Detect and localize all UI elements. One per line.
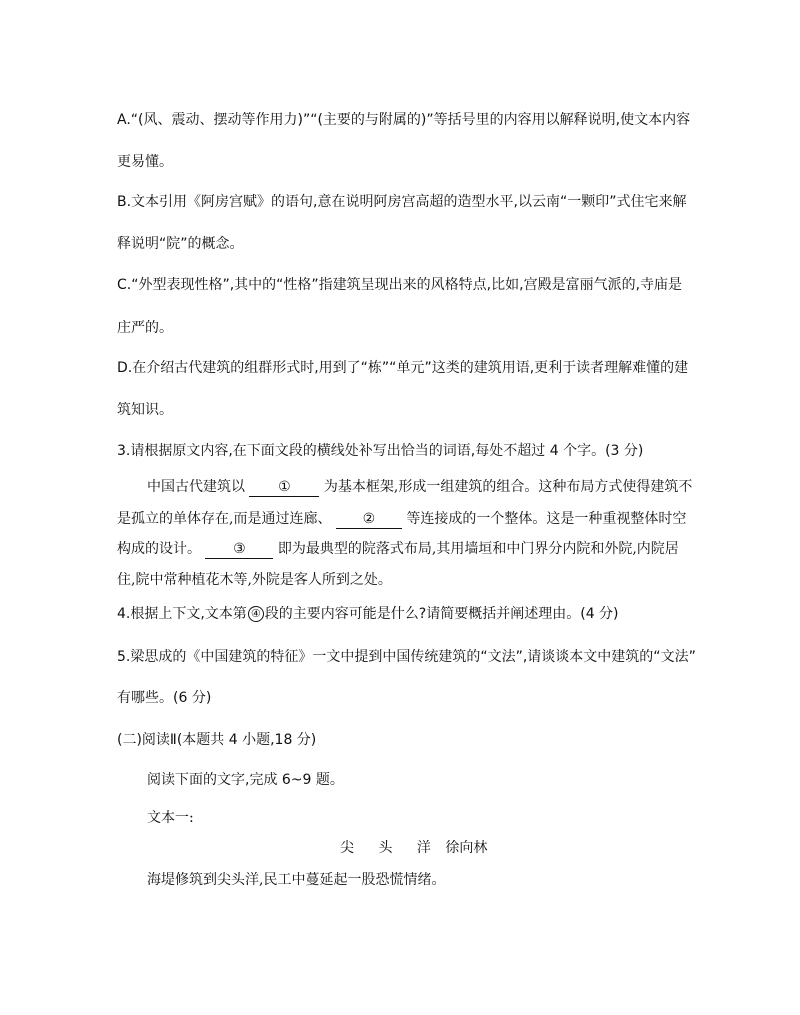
option-c-line2: 庄严的。: [117, 320, 173, 336]
fill-blank-paragraph-line4: 住,院中常种植花木等,外院是客人所到之处。: [117, 572, 392, 588]
option-a-line1: A.“(风、震动、摆动等作用力)”“(主要的与附属的)”等括号里的内容用以解释说明,使文本内容: [117, 112, 691, 128]
story-title: 尖 头 洋: [340, 840, 441, 856]
text-label: 文本一:: [147, 810, 194, 826]
question-3-prompt: 3.请根据原文内容,在下面文段的横线处补写出恰当的词语,每处不超过 4 个字。(3 分): [117, 443, 644, 459]
blank-2[interactable]: [336, 510, 402, 529]
story-first-line: 海堤修筑到尖头洋,民工中蔓延起一股恐慌情绪。: [147, 872, 446, 888]
option-b-line2: 释说明“院”的概念。: [117, 236, 244, 252]
option-c-line1: C.“外型表现性格”,其中的“性格”指建筑呈现出来的风格特点,比如,宫殿是富丽气派的,寺庙是: [117, 277, 683, 293]
question-4-prefix: 4.根据上下文,文本第: [117, 606, 247, 622]
option-b-line1: B.文本引用《阿房宫赋》的语句,意在说明阿房宫高超的造型水平,以云南“一颗印”式住宅来解: [117, 194, 687, 210]
question-5-line2: 有哪些。(6 分): [117, 690, 212, 706]
fill-blank-paragraph-line3: [117, 539, 679, 559]
circled-number-4: ④: [248, 606, 264, 622]
question-4-suffix: 段的主要内容可能是什么?请简要概括并阐述理由。(4 分): [264, 606, 619, 622]
option-d-line1: D.在介绍古代建筑的组群形式时,用到了“栋”“单元”这类的建筑用语,更利于读者理解难懂的建: [117, 360, 689, 376]
section-heading: (二)阅读Ⅱ(本题共 4 小题,18 分): [117, 732, 317, 748]
paragraph-text: 是孤立的单体存在,而是通过连廊、: [117, 511, 332, 527]
story-heading: [340, 838, 487, 858]
story-author: 徐向林: [445, 840, 488, 856]
option-d-line2: 筑知识。: [117, 402, 173, 418]
fill-blank-paragraph-line1: [147, 477, 692, 497]
paragraph-text: 等连接成的一个整体。这是一种重视整体时空: [406, 511, 687, 527]
paragraph-text: 中国古代建筑以: [147, 479, 245, 495]
fill-blank-paragraph-line2: [117, 509, 686, 529]
reading-instruction: 阅读下面的文字,完成 6~9 题。: [147, 772, 344, 788]
blank-3[interactable]: [205, 540, 273, 559]
question-5-line1: 5.梁思成的《中国建筑的特征》一文中提到中国传统建筑的“文法”,请谈谈本文中建筑的“文法”: [117, 649, 696, 665]
paragraph-text: 为基本框架,形成一组建筑的组合。这种布局方式使得建筑不: [323, 479, 693, 495]
blank-2-number: ②: [362, 511, 376, 527]
paragraph-text: 即为最典型的院落式布局,其用墙垣和中门界分内院和外院,内院居: [277, 541, 679, 557]
option-a-line2: 更易懂。: [117, 154, 173, 170]
blank-1[interactable]: [249, 478, 319, 497]
blank-3-number: ③: [233, 541, 246, 557]
blank-1-number: ①: [278, 479, 291, 495]
paragraph-text: 构成的设计。: [117, 541, 201, 557]
question-4: [117, 604, 619, 624]
